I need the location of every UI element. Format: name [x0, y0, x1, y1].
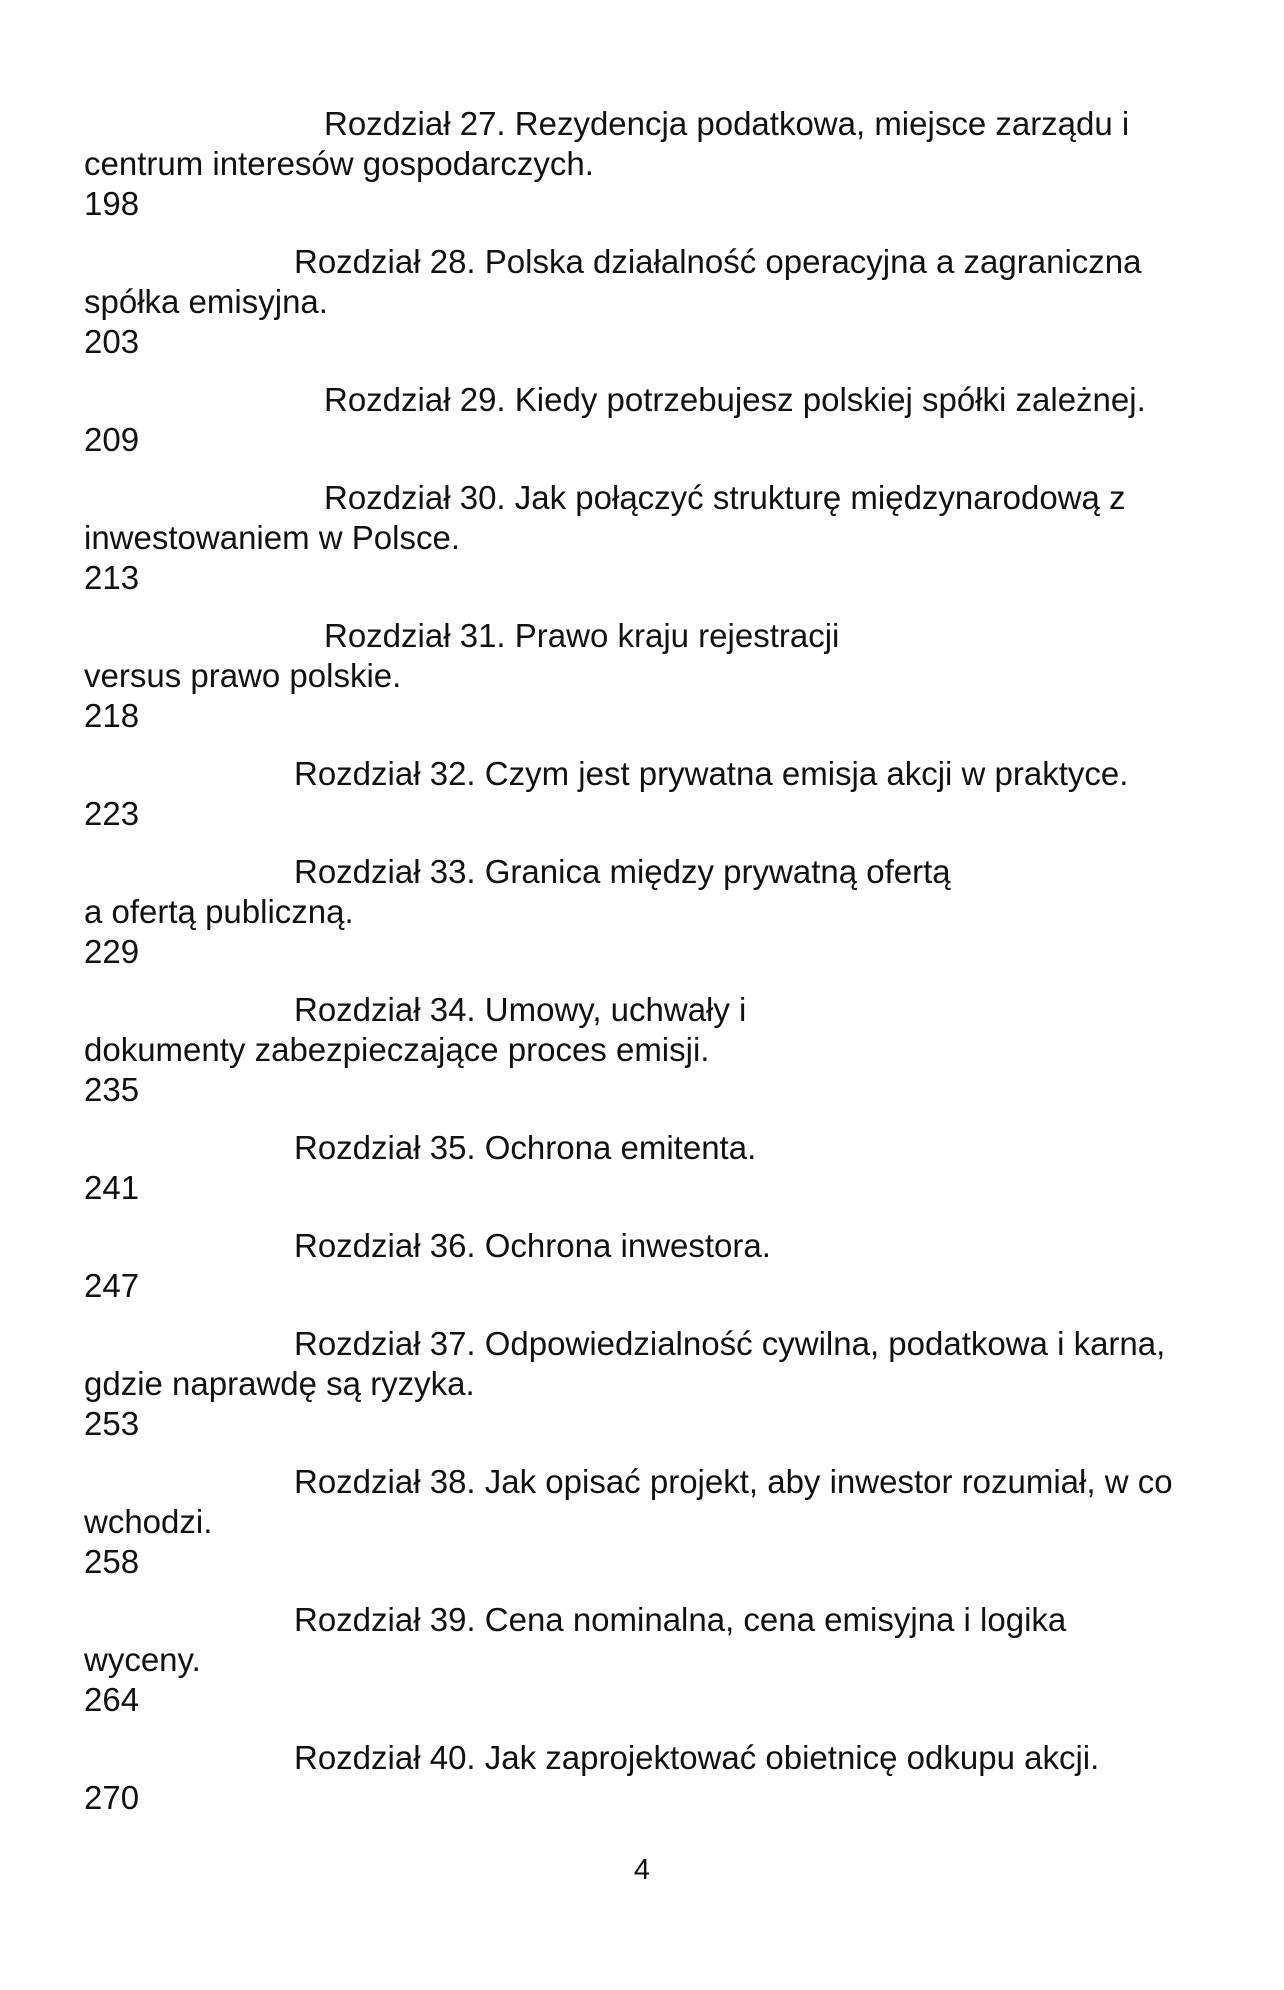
toc-entry-page: 198	[84, 185, 140, 222]
toc-entry-33	[84, 852, 1194, 972]
toc-entry-40	[84, 1738, 1194, 1818]
toc-entry-36	[84, 1226, 1194, 1306]
toc-entry-35	[84, 1128, 1194, 1208]
toc-entry-title: Rozdział 32. Czym jest prywatna emisja akcji w praktyce.	[294, 755, 1129, 792]
toc-entry-title: Rozdział 40. Jak zaprojektować obietnicę odkupu akcji.	[294, 1739, 1100, 1776]
toc-entry-title: Rozdział 39. Cena nominalna, cena emisyjna i logika wyceny.	[84, 1601, 1076, 1678]
toc-entry-title: Rozdział 38. Jak opisać projekt, aby inwestor rozumiał, w co wchodzi.	[84, 1463, 1182, 1540]
toc-entry-29	[84, 380, 1194, 460]
toc-entry-title: Rozdział 28. Polska działalność operacyjna a zagraniczna spółka emisyjna.	[84, 243, 1151, 320]
toc-entry-page: 218	[84, 697, 140, 734]
toc-entry-27	[84, 104, 1194, 224]
toc-entry-31	[84, 616, 1194, 736]
toc-entry-page: 213	[84, 559, 140, 596]
toc-entry-page: 253	[84, 1405, 140, 1442]
table-of-contents	[84, 104, 1194, 1818]
toc-entry-title: Rozdział 36. Ochrona inwestora.	[294, 1227, 771, 1264]
toc-entry-title: Rozdział 27. Rezydencja podatkowa, miejsce zarządu i centrum interesów gospodarczych.	[84, 105, 1139, 182]
toc-entry-30	[84, 478, 1194, 598]
toc-entry-32	[84, 754, 1194, 834]
toc-entry-title: Rozdział 37. Odpowiedzialność cywilna, podatkowa i karna, gdzie naprawdę są ryzyka.	[84, 1325, 1175, 1402]
toc-entry-page: 203	[84, 323, 140, 360]
toc-entry-page: 247	[84, 1267, 140, 1304]
toc-entry-page: 235	[84, 1071, 140, 1108]
toc-entry-38	[84, 1462, 1194, 1582]
toc-entry-37	[84, 1324, 1194, 1444]
page-number: 4	[633, 1854, 651, 1886]
toc-entry-34	[84, 990, 1194, 1110]
toc-entry-title: Rozdział 33. Granica między prywatną ofertą a ofertą publiczną.	[84, 853, 960, 930]
toc-entry-page: 264	[84, 1681, 140, 1718]
toc-entry-page: 209	[84, 421, 140, 458]
toc-entry-page: 241	[84, 1169, 140, 1206]
toc-entry-page: 223	[84, 795, 140, 832]
toc-entry-page: 270	[84, 1779, 140, 1816]
toc-entry-title: Rozdział 30. Jak połączyć strukturę międzynarodową z inwestowaniem w Polsce.	[84, 479, 1135, 556]
toc-entry-title: Rozdział 35. Ochrona emitenta.	[294, 1129, 757, 1166]
toc-entry-page: 229	[84, 933, 140, 970]
toc-entry-title: Rozdział 34. Umowy, uchwały i dokumenty zabezpieczające proces emisji.	[84, 991, 756, 1068]
toc-entry-28	[84, 242, 1194, 362]
toc-entry-title: Rozdział 29. Kiedy potrzebujesz polskiej spółki zależnej.	[324, 381, 1146, 418]
toc-entry-page: 258	[84, 1543, 140, 1580]
toc-entry-title: Rozdział 31. Prawo kraju rejestracji versus prawo polskie.	[84, 617, 849, 694]
toc-entry-39	[84, 1600, 1194, 1720]
